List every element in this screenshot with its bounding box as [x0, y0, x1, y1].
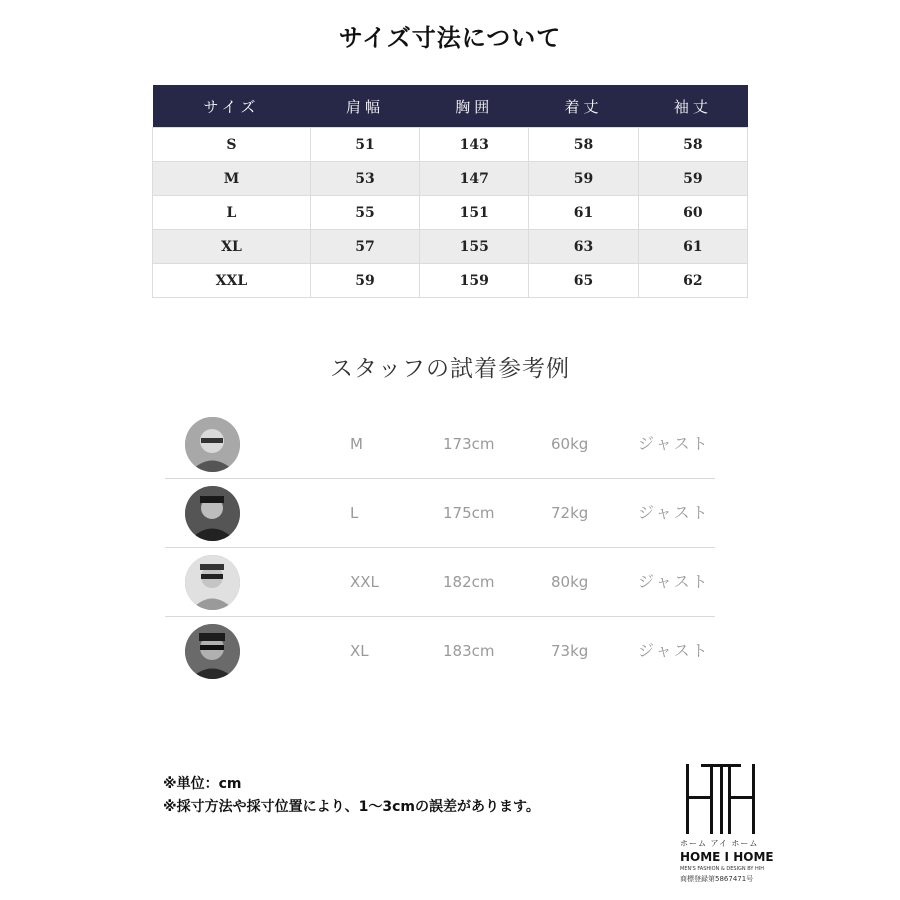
size-table — [152, 85, 748, 298]
table-cell: 55 — [310, 196, 419, 230]
logo-registration: 商標登録第5867471号 — [680, 875, 754, 883]
staff-height: 175cm — [443, 504, 495, 522]
header-shoulder: 肩幅 — [310, 85, 419, 128]
table-cell: 53 — [310, 162, 419, 196]
table-cell: 63 — [529, 230, 638, 264]
header-length: 着丈 — [529, 85, 638, 128]
logo-sub: MEN'S FASHION & DESIGN BY HIH — [680, 866, 765, 872]
header-chest: 胸囲 — [420, 85, 529, 128]
avatar — [185, 486, 240, 541]
table-cell: 51 — [310, 128, 419, 162]
avatar — [185, 624, 240, 679]
table-cell: 147 — [420, 162, 529, 196]
size-chart-title: サイズ寸法について — [338, 24, 562, 52]
staff-height: 173cm — [443, 435, 495, 453]
list-item — [165, 617, 715, 685]
table-cell: 57 — [310, 230, 419, 264]
staff-list — [165, 410, 715, 685]
staff-fit: ジャスト — [638, 434, 710, 453]
table-cell: 59 — [638, 162, 747, 196]
staff-weight: 80kg — [551, 573, 589, 591]
table-row — [153, 162, 748, 196]
table-cell: 59 — [529, 162, 638, 196]
table-cell: 143 — [420, 128, 529, 162]
staff-fit: ジャスト — [638, 572, 710, 591]
staff-fit: ジャスト — [638, 641, 710, 660]
staff-size: L — [350, 504, 359, 522]
table-cell: M — [153, 162, 311, 196]
notes — [163, 773, 540, 819]
table-cell: 60 — [638, 196, 747, 230]
table-cell: 59 — [310, 264, 419, 298]
table-cell: XL — [153, 230, 311, 264]
table-cell: 159 — [420, 264, 529, 298]
table-cell: L — [153, 196, 311, 230]
table-cell: 155 — [420, 230, 529, 264]
staff-fitting-title: スタッフの試着参考例 — [330, 356, 570, 382]
staff-size: XXL — [350, 573, 379, 591]
table-row — [153, 264, 748, 298]
staff-weight: 73kg — [551, 642, 589, 660]
header-sleeve: 袖丈 — [638, 85, 747, 128]
staff-weight: 72kg — [551, 504, 589, 522]
staff-size: M — [350, 435, 363, 453]
staff-weight: 60kg — [551, 435, 589, 453]
header-size: サイズ — [153, 85, 311, 128]
note-disclaimer: ※採寸方法や採寸位置により、1～3cmの誤差があります。 — [163, 799, 540, 815]
table-cell: S — [153, 128, 311, 162]
table-cell: 61 — [529, 196, 638, 230]
list-item — [165, 410, 715, 479]
brand-mark-icon — [684, 760, 758, 836]
list-item — [165, 548, 715, 617]
table-cell: 151 — [420, 196, 529, 230]
table-cell: XXL — [153, 264, 311, 298]
avatar — [185, 555, 240, 610]
staff-fit: ジャスト — [638, 503, 710, 522]
staff-size: XL — [350, 642, 369, 660]
table-cell: 62 — [638, 264, 747, 298]
staff-height: 182cm — [443, 573, 495, 591]
staff-height: 183cm — [443, 642, 495, 660]
table-row — [153, 196, 748, 230]
list-item — [165, 479, 715, 548]
table-cell: 61 — [638, 230, 747, 264]
brand-logo — [680, 758, 774, 888]
note-unit: ※単位：cm — [163, 776, 242, 792]
table-cell: 58 — [529, 128, 638, 162]
size-table-header — [153, 85, 748, 128]
logo-brand: HOME I HOME — [680, 850, 774, 864]
table-row — [153, 230, 748, 264]
table-cell: 65 — [529, 264, 638, 298]
logo-tagline: ホーム アイ ホーム — [680, 839, 759, 848]
avatar — [185, 417, 240, 472]
table-row — [153, 128, 748, 162]
table-cell: 58 — [638, 128, 747, 162]
